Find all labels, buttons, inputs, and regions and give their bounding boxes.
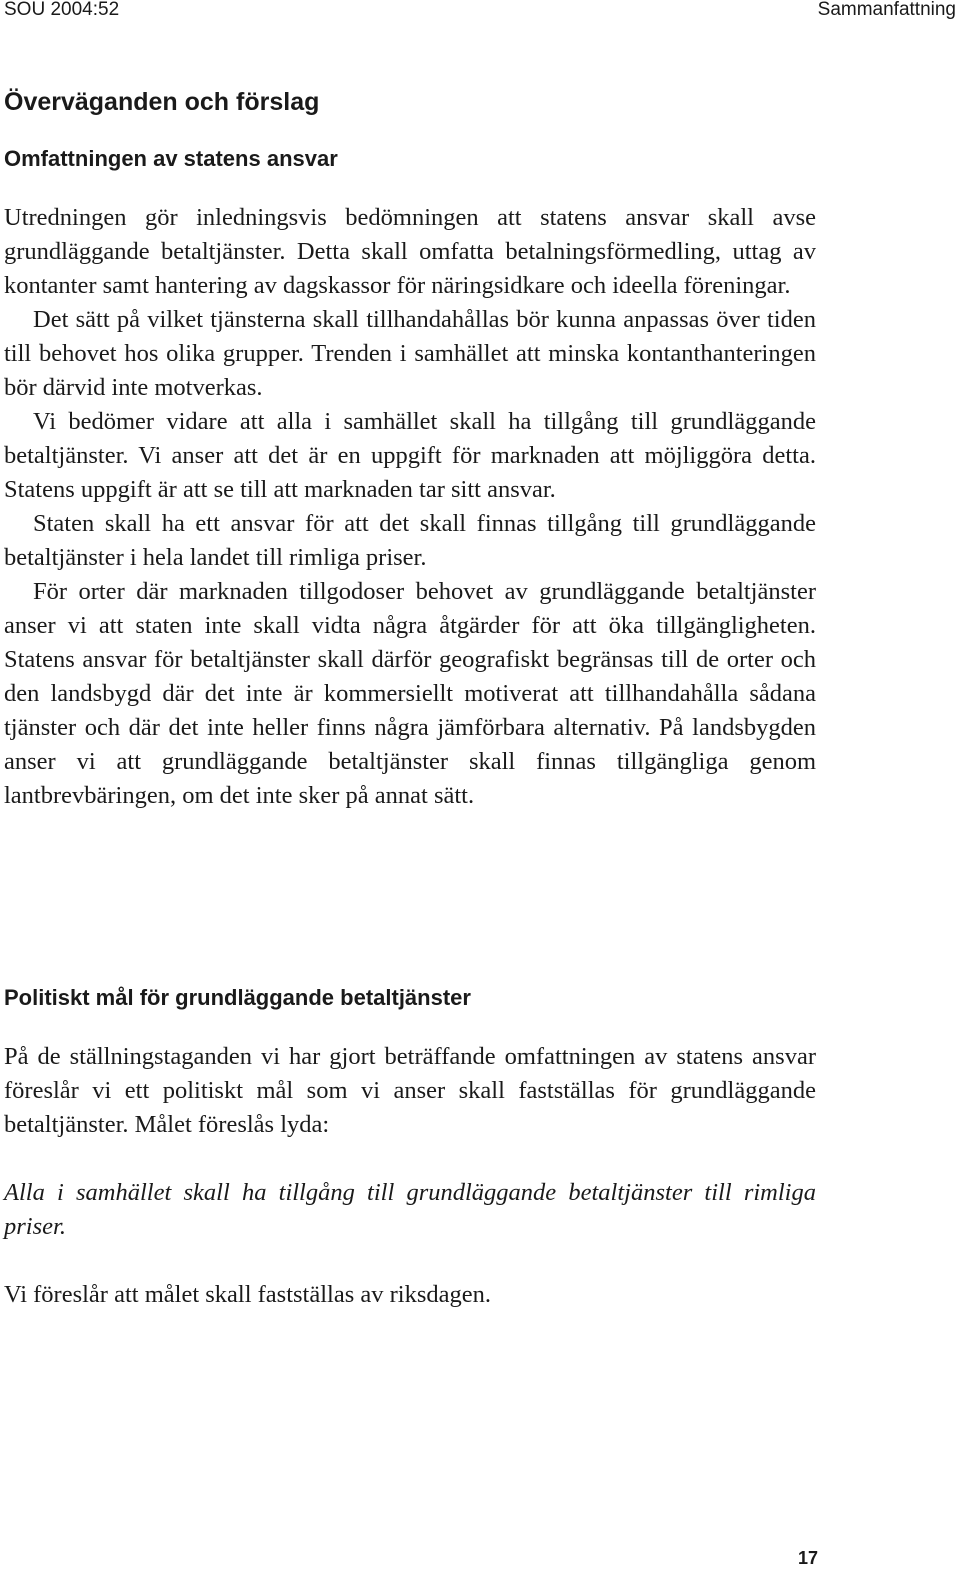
proposed-goal-quote: Alla i samhället skall ha tillgång till grundläggande betaltjänster till rimliga priser. [4, 1179, 816, 1240]
section-heading-scope: Omfattningen av statens ansvar [4, 146, 338, 171]
paragraph: Vi bedömer vidare att alla i samhället skall ha tillgång till grundläggande betaltjänster. Vi anser att det är en uppgift för marknaden att möjliggöra detta. Statens uppgift är att se till att marknaden tar sitt ansvar. [4, 408, 816, 503]
section-body-goal [4, 1040, 816, 1142]
document-id: SOU 2004:52 [4, 0, 120, 20]
main-heading: Överväganden och förslag [4, 88, 320, 116]
closing-paragraph: Vi föreslår att målet skall fastställas av riksdagen. [4, 1281, 492, 1308]
paragraph: Utredningen gör inledningsvis bedömningen att statens ansvar skall avse grundläggande betaltjänster. Detta skall omfatta betalningsförmedling, uttag av kontanter samt hantering av dagskassor för näringsidkare och ideella föreningar. [4, 204, 816, 299]
section-body-scope [4, 201, 816, 813]
paragraph: Det sätt på vilket tjänsterna skall tillhandahållas bör kunna anpassas över tiden till behovet hos olika grupper. Trenden i samhället att minska kontanthanteringen bör därvid inte motverkas. [4, 306, 816, 401]
paragraph: På de ställningstaganden vi har gjort beträffande omfattningen av statens ansvar föreslår vi ett politiskt mål som vi anser skall fastställas för grundläggande betaltjänster. Målet föreslås lyda: [4, 1043, 816, 1138]
section-heading-goal: Politiskt mål för grundläggande betaltjänster [4, 985, 471, 1010]
paragraph: Staten skall ha ett ansvar för att det skall finnas tillgång till grundläggande betaltjänster i hela landet till rimliga priser. [4, 510, 816, 571]
page-number: 17 [797, 1548, 818, 1568]
section-title: Sammanfattning [817, 0, 956, 20]
running-header [0, 0, 960, 24]
paragraph: För orter där marknaden tillgodoser behovet av grundläggande betaltjänster anser vi att staten inte skall vidta några åtgärder för att öka tillgängligheten. Statens ansvar för betaltjänster skall därför geografiskt begränsas till de orter och den landsbygd där det inte är kommersiellt motiverat att tillhandahålla sådana tjänster och där det inte heller finns några jämförbara alternativ. På landsbygden anser vi att grundläggande betaltjänster skall finnas tillgängliga genom lantbrevbäringen, om det inte sker på annat sätt. [4, 578, 816, 809]
